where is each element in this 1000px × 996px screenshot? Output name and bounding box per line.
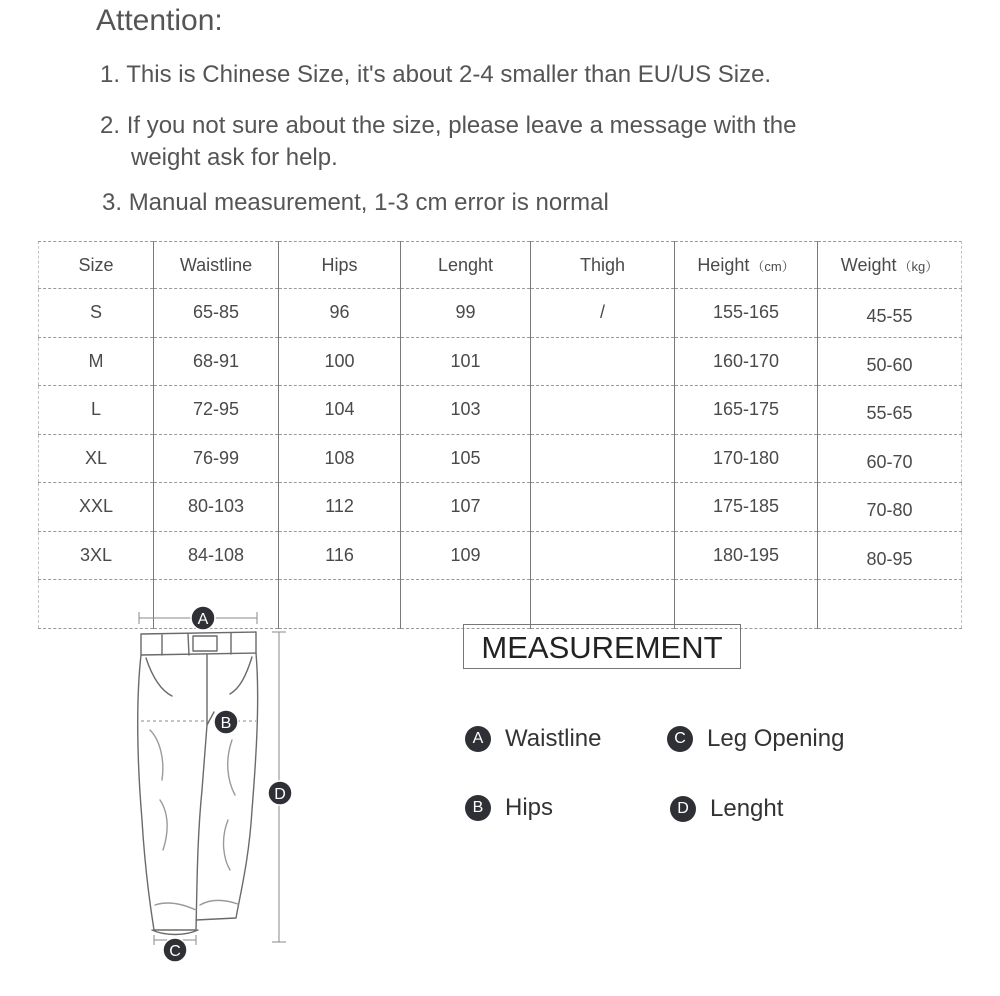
note-number: 2. (100, 112, 121, 139)
cell-size: 3XL (39, 531, 154, 580)
header-waistline: Waistline (154, 242, 279, 289)
cell-thigh (531, 531, 675, 580)
legend-label: Hips (505, 794, 554, 821)
cell-waistline: 65-85 (154, 289, 279, 338)
cell-hips: 108 (279, 434, 401, 483)
cell-height (675, 580, 818, 629)
note-number: 3. (102, 189, 123, 216)
cell-height: 170-180 (675, 434, 818, 483)
cell-waistline: 76-99 (154, 434, 279, 483)
marker-c (163, 938, 187, 962)
cell-weight: 80-95 (818, 531, 962, 580)
cell-length: 105 (401, 434, 531, 483)
cell-height: 155-165 (675, 289, 818, 338)
cell-height: 165-175 (675, 386, 818, 435)
marker-d-letter: D (274, 786, 286, 803)
legend-badge-d: D (670, 796, 696, 822)
header-weight (818, 242, 962, 289)
legend-waistline (465, 725, 601, 753)
note-text: If you not sure about the size, please leave a message with the (126, 112, 797, 139)
legend-leg-opening (667, 725, 844, 753)
measurement-title: MEASUREMENT (463, 624, 741, 669)
note-text-continued: weight ask for help. (131, 144, 338, 171)
note-text: This is Chinese Size, it's about 2-4 smaller than EU/US Size. (126, 61, 772, 88)
cell-weight: 55-65 (818, 386, 962, 435)
cell-size: S (39, 289, 154, 338)
marker-c-letter: C (169, 943, 181, 960)
cell-size: XXL (39, 483, 154, 532)
cell-size: M (39, 337, 154, 386)
cell-weight: 60-70 (818, 434, 962, 483)
legend-label: Waistline (505, 725, 602, 752)
cell-waistline: 72-95 (154, 386, 279, 435)
cell-length: 107 (401, 483, 531, 532)
cell-thigh (531, 386, 675, 435)
marker-a (191, 606, 215, 630)
header-hips: Hips (279, 242, 401, 289)
marker-b-letter: B (220, 715, 232, 732)
note-text: Manual measurement, 1-3 cm error is normal (128, 189, 609, 216)
cell-weight (818, 580, 962, 629)
note-number: 1. (100, 61, 121, 88)
cell-length: 109 (401, 531, 531, 580)
cell-hips: 116 (279, 531, 401, 580)
cell-height: 160-170 (675, 337, 818, 386)
header-size: Size (39, 242, 154, 289)
header-weight-label: Weight (840, 254, 897, 275)
cell-size: L (39, 386, 154, 435)
legend-badge-a: A (465, 726, 491, 752)
cell-thigh: / (531, 289, 675, 338)
cell-hips: 112 (279, 483, 401, 532)
cell-length: 99 (401, 289, 531, 338)
cell-hips: 96 (279, 289, 401, 338)
cell-waistline: 68-91 (154, 337, 279, 386)
marker-a-letter: A (197, 611, 209, 628)
pants-diagram (0, 0, 330, 996)
legend-label: Lenght (710, 795, 784, 822)
cell-thigh (531, 337, 675, 386)
cell-hips: 100 (279, 337, 401, 386)
legend-badge-b: B (465, 795, 491, 821)
cell-weight: 50-60 (818, 337, 962, 386)
cell-height: 180-195 (675, 531, 818, 580)
attention-title: Attention: (96, 4, 223, 37)
legend-length (670, 795, 783, 823)
cell-size: XL (39, 434, 154, 483)
cell-length: 101 (401, 337, 531, 386)
cell-length (401, 580, 531, 629)
cell-weight: 70-80 (818, 483, 962, 532)
cell-thigh (531, 434, 675, 483)
cell-waistline: 80-103 (154, 483, 279, 532)
cell-length: 103 (401, 386, 531, 435)
header-length: Lenght (401, 242, 531, 289)
cell-thigh (531, 483, 675, 532)
cell-hips: 104 (279, 386, 401, 435)
cell-weight: 45-55 (818, 289, 962, 338)
header-height-label: Height (697, 254, 750, 275)
cell-height: 175-185 (675, 483, 818, 532)
legend-badge-c: C (667, 726, 693, 752)
right-leg-outline (196, 653, 258, 920)
marker-d (268, 781, 292, 805)
marker-b (214, 710, 238, 734)
legend-label: Leg Opening (707, 725, 845, 752)
height-unit: （cm） (751, 258, 795, 274)
cell-thigh (531, 580, 675, 629)
header-thigh: Thigh (531, 242, 675, 289)
cell-waistline: 84-108 (154, 531, 279, 580)
weight-unit: （kg） (898, 258, 939, 274)
legend-hips (465, 794, 553, 822)
header-height (675, 242, 818, 289)
